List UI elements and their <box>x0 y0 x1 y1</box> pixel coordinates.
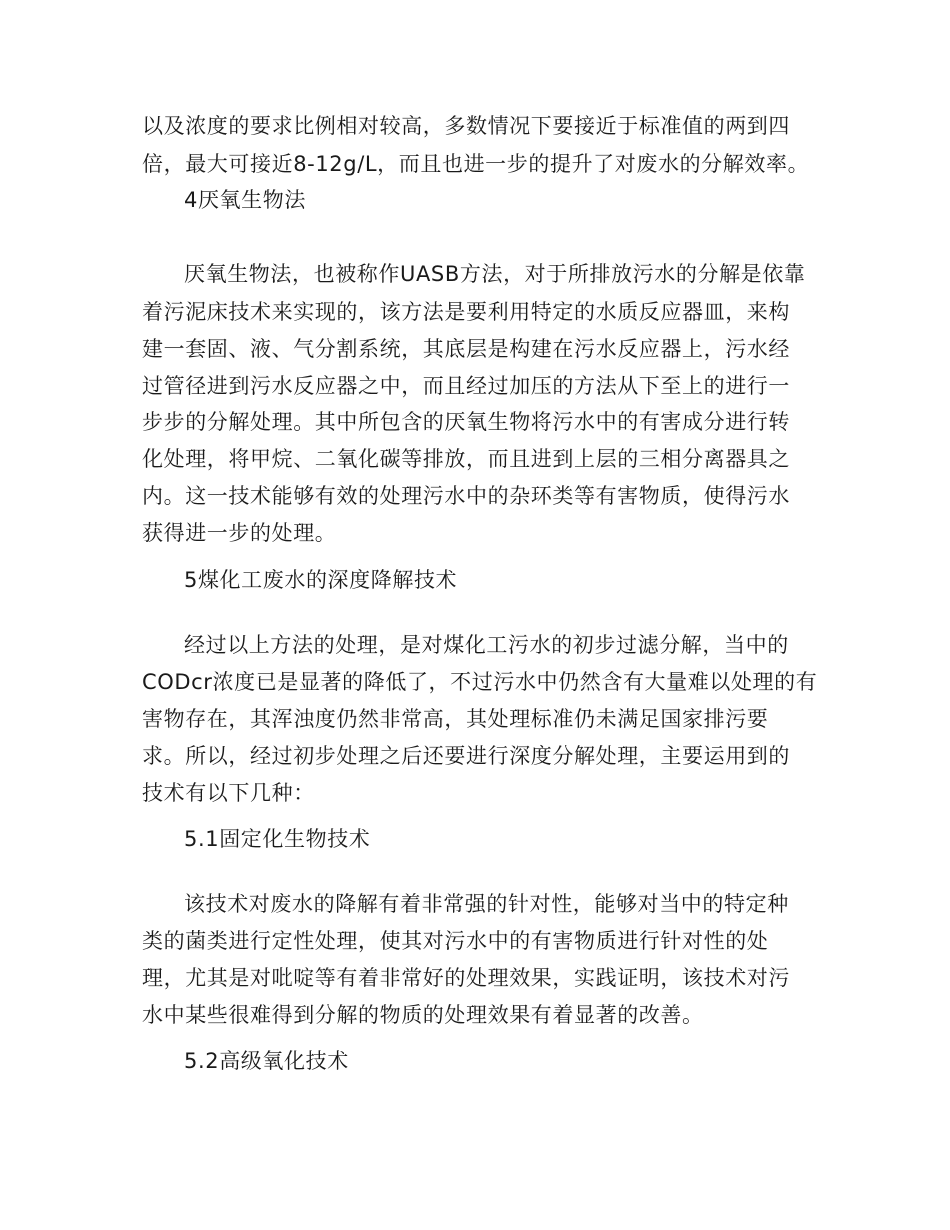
paragraph-line: 内。这一技术能够有效的处理污水中的杂环类等有害物质，使得污水 <box>142 484 790 508</box>
paragraph-line: 获得进一步的处理。 <box>142 521 337 545</box>
paragraph-line: 经过以上方法的处理，是对煤化工污水的初步过滤分解，当中的 <box>184 633 789 657</box>
paragraph-line: 求。所以，经过初步处理之后还要进行深度分解处理，主要运用到的 <box>142 744 790 768</box>
paragraph-line: 步步的分解处理。其中所包含的厌氧生物将污水中的有害成分进行转 <box>142 410 790 434</box>
paragraph-line: 建一套固、液、气分割系统，其底层是构建在污水反应器上，污水经 <box>142 337 790 361</box>
paragraph-line: 厌氧生物法，也被称作UASB方法，对于所排放污水的分解是依靠 <box>184 262 806 286</box>
section-heading-5: 5煤化工废水的深度降解技术 <box>184 568 458 592</box>
paragraph-line: 水中某些很难得到分解的物质的处理效果有着显著的改善。 <box>142 1003 704 1027</box>
paragraph-line: 该技术对废水的降解有着非常强的针对性，能够对当中的特定种 <box>184 892 789 916</box>
paragraph-line: CODcr浓度已是显著的降低了，不过污水中仍然含有大量难以处理的有 <box>142 670 818 694</box>
paragraph-line: 倍，最大可接近8-12g/L，而且也进一步的提升了对废水的分解效率。 <box>142 152 810 176</box>
paragraph-line: 害物存在，其浑浊度仍然非常高，其处理标准仍未满足国家排污要 <box>142 707 769 731</box>
paragraph-line: 过管径进到污水反应器之中，而且经过加压的方法从下至上的进行一 <box>142 374 790 398</box>
section-heading-5-2: 5.2高级氧化技术 <box>184 1049 349 1073</box>
paragraph-line: 理，尤其是对吡啶等有着非常好的处理效果，实践证明，该技术对污 <box>142 966 790 990</box>
paragraph-line: 化处理，将甲烷、二氧化碳等排放，而且进到上层的三相分离器具之 <box>142 447 790 471</box>
paragraph-line: 以及浓度的要求比例相对较高，多数情况下要接近于标准值的两到四 <box>142 114 790 138</box>
paragraph-line: 技术有以下几种： <box>142 781 315 805</box>
paragraph-line: 类的菌类进行定性处理，使其对污水中的有害物质进行针对性的处 <box>142 929 769 953</box>
section-heading-4: 4厌氧生物法 <box>184 188 306 212</box>
paragraph-line: 着污泥床技术来实现的，该方法是要利用特定的水质反应器皿，来构 <box>142 300 790 324</box>
section-heading-5-1: 5.1固定化生物技术 <box>184 827 371 851</box>
